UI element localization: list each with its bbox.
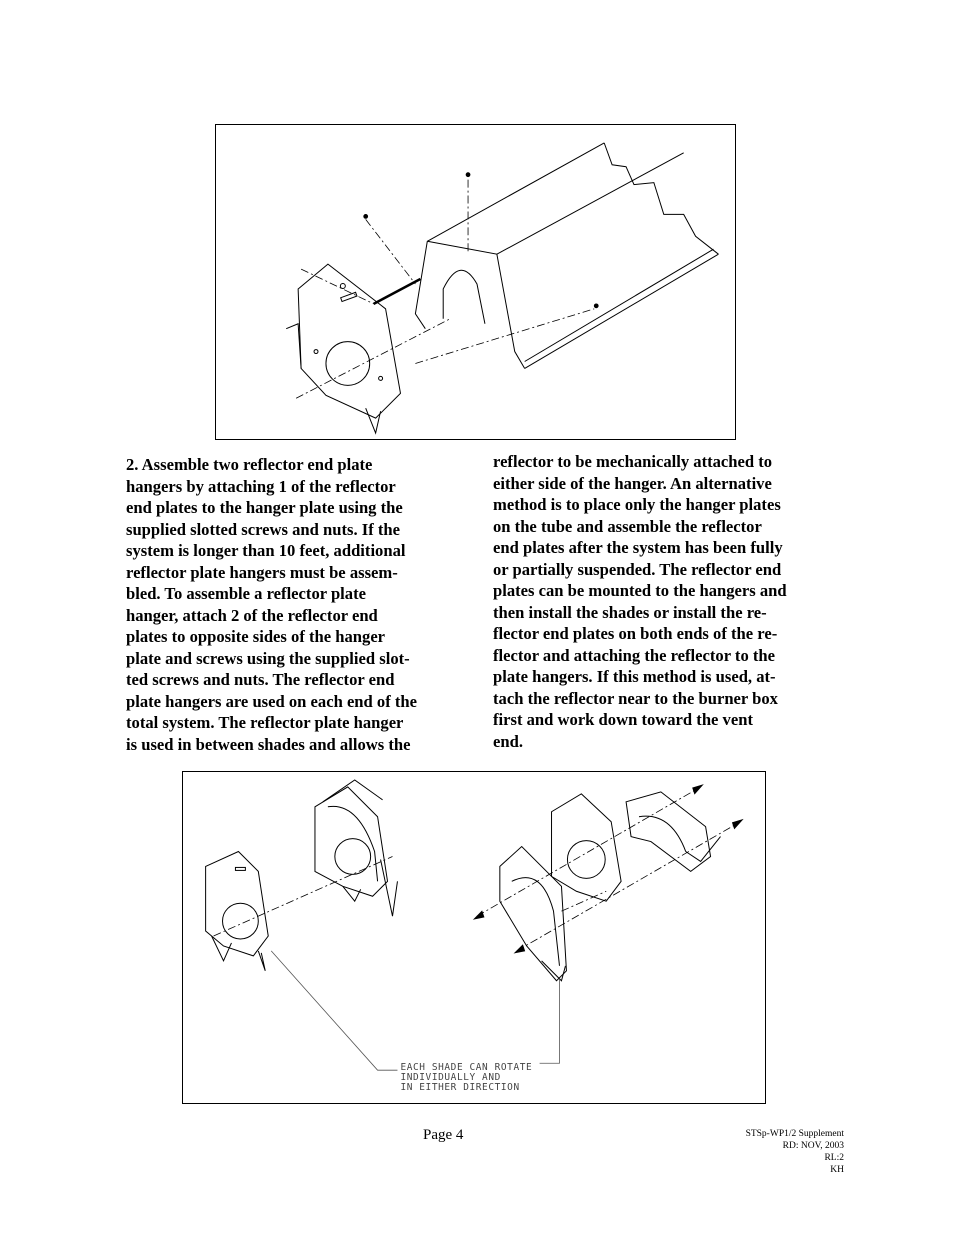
text-line: end. xyxy=(493,731,523,751)
text-line: plates can be mounted to the hangers and xyxy=(493,581,787,600)
text-line: on the tube and assemble the reflector xyxy=(493,516,762,536)
text-line: hangers by attaching 1 of the reflector xyxy=(126,476,396,496)
hanger-rod xyxy=(374,279,421,304)
reflector-lower-line xyxy=(525,249,714,361)
text-line: or partially suspended. The reflector end xyxy=(493,559,782,579)
end-plate-slot xyxy=(341,292,357,301)
doc-info-line: RD: NOV, 2003 xyxy=(782,1141,844,1151)
instruction-text-left xyxy=(126,454,417,755)
text-line: plate and screws using the supplied slot- xyxy=(126,648,410,668)
text-line: first and work down toward the vent xyxy=(493,710,753,729)
reflector-front-face xyxy=(427,241,524,368)
reflector-arch xyxy=(443,270,485,324)
callout-leader-left xyxy=(271,951,397,1070)
text-line: flector and attaching the reflector to the xyxy=(493,645,776,665)
text-line: is used in between shades and allows the xyxy=(126,734,411,754)
text-line: tach the reflector near to the burner box xyxy=(493,688,778,708)
text-line: either side of the hanger. An alternative xyxy=(493,473,772,493)
text-line: end plates after the system has been fully xyxy=(493,538,783,557)
text-line: supplied slotted screws and nuts. If the xyxy=(126,519,400,539)
text-line: system is longer than 10 feet, additional xyxy=(126,541,406,560)
doc-info-line: KH xyxy=(830,1165,844,1175)
reflector-end-left xyxy=(415,241,427,328)
doc-info-line: STSp-WP1/2 Supplement xyxy=(745,1129,844,1139)
text-line: reflector to be mechanically attached to xyxy=(493,452,773,471)
text-line: plate hangers. If this method is used, at- xyxy=(493,667,776,686)
text-line: flector end plates on both ends of the re- xyxy=(493,624,778,643)
left-hanger-plate xyxy=(315,787,388,896)
right-center-plate xyxy=(552,794,622,901)
end-plate xyxy=(298,264,400,418)
text-line: ted screws and nuts. The reflector end xyxy=(126,670,395,689)
text-line: total system. The reflector plate hanger xyxy=(126,713,404,732)
reflector-top-edge xyxy=(427,143,604,241)
reflector-break-line xyxy=(604,143,718,254)
reflector-assembly-figure xyxy=(215,124,736,440)
hanger-assembly-drawing xyxy=(183,772,765,1103)
reflector-ridge xyxy=(497,153,684,254)
text-line: hanger, attach 2 of the reflector end xyxy=(126,605,378,625)
text-line: plate hangers are used on each end of the xyxy=(126,691,418,711)
right-front-shade xyxy=(500,847,567,981)
callout-line: EACH SHADE CAN ROTATE xyxy=(400,1062,533,1074)
text-line: 2. Assemble two reflector end plate xyxy=(126,455,373,474)
callout-line: IN EITHER DIRECTION xyxy=(400,1082,520,1094)
reflector-bottom-edge xyxy=(525,254,719,368)
page-number: Page 4 xyxy=(423,1127,464,1143)
text-line: method is to place only the hanger plates xyxy=(493,495,781,514)
text-line: bled. To assemble a reflector plate xyxy=(126,584,366,603)
instruction-text-right xyxy=(493,451,787,752)
text-line: reflector plate hangers must be assem- xyxy=(126,562,398,582)
reflector-assembly-drawing xyxy=(216,125,735,439)
callout-leader-right xyxy=(540,979,560,1063)
hanger-assembly-figure xyxy=(182,771,766,1104)
callout-line: INDIVIDUALLY AND xyxy=(400,1072,501,1084)
text-line: then install the shades or install the re- xyxy=(493,602,767,622)
text-line: end plates to the hanger plate using the xyxy=(126,498,403,517)
document-info xyxy=(746,1128,844,1176)
text-line: plates to opposite sides of the hanger xyxy=(126,627,386,646)
doc-info-line: RL:2 xyxy=(824,1153,844,1163)
